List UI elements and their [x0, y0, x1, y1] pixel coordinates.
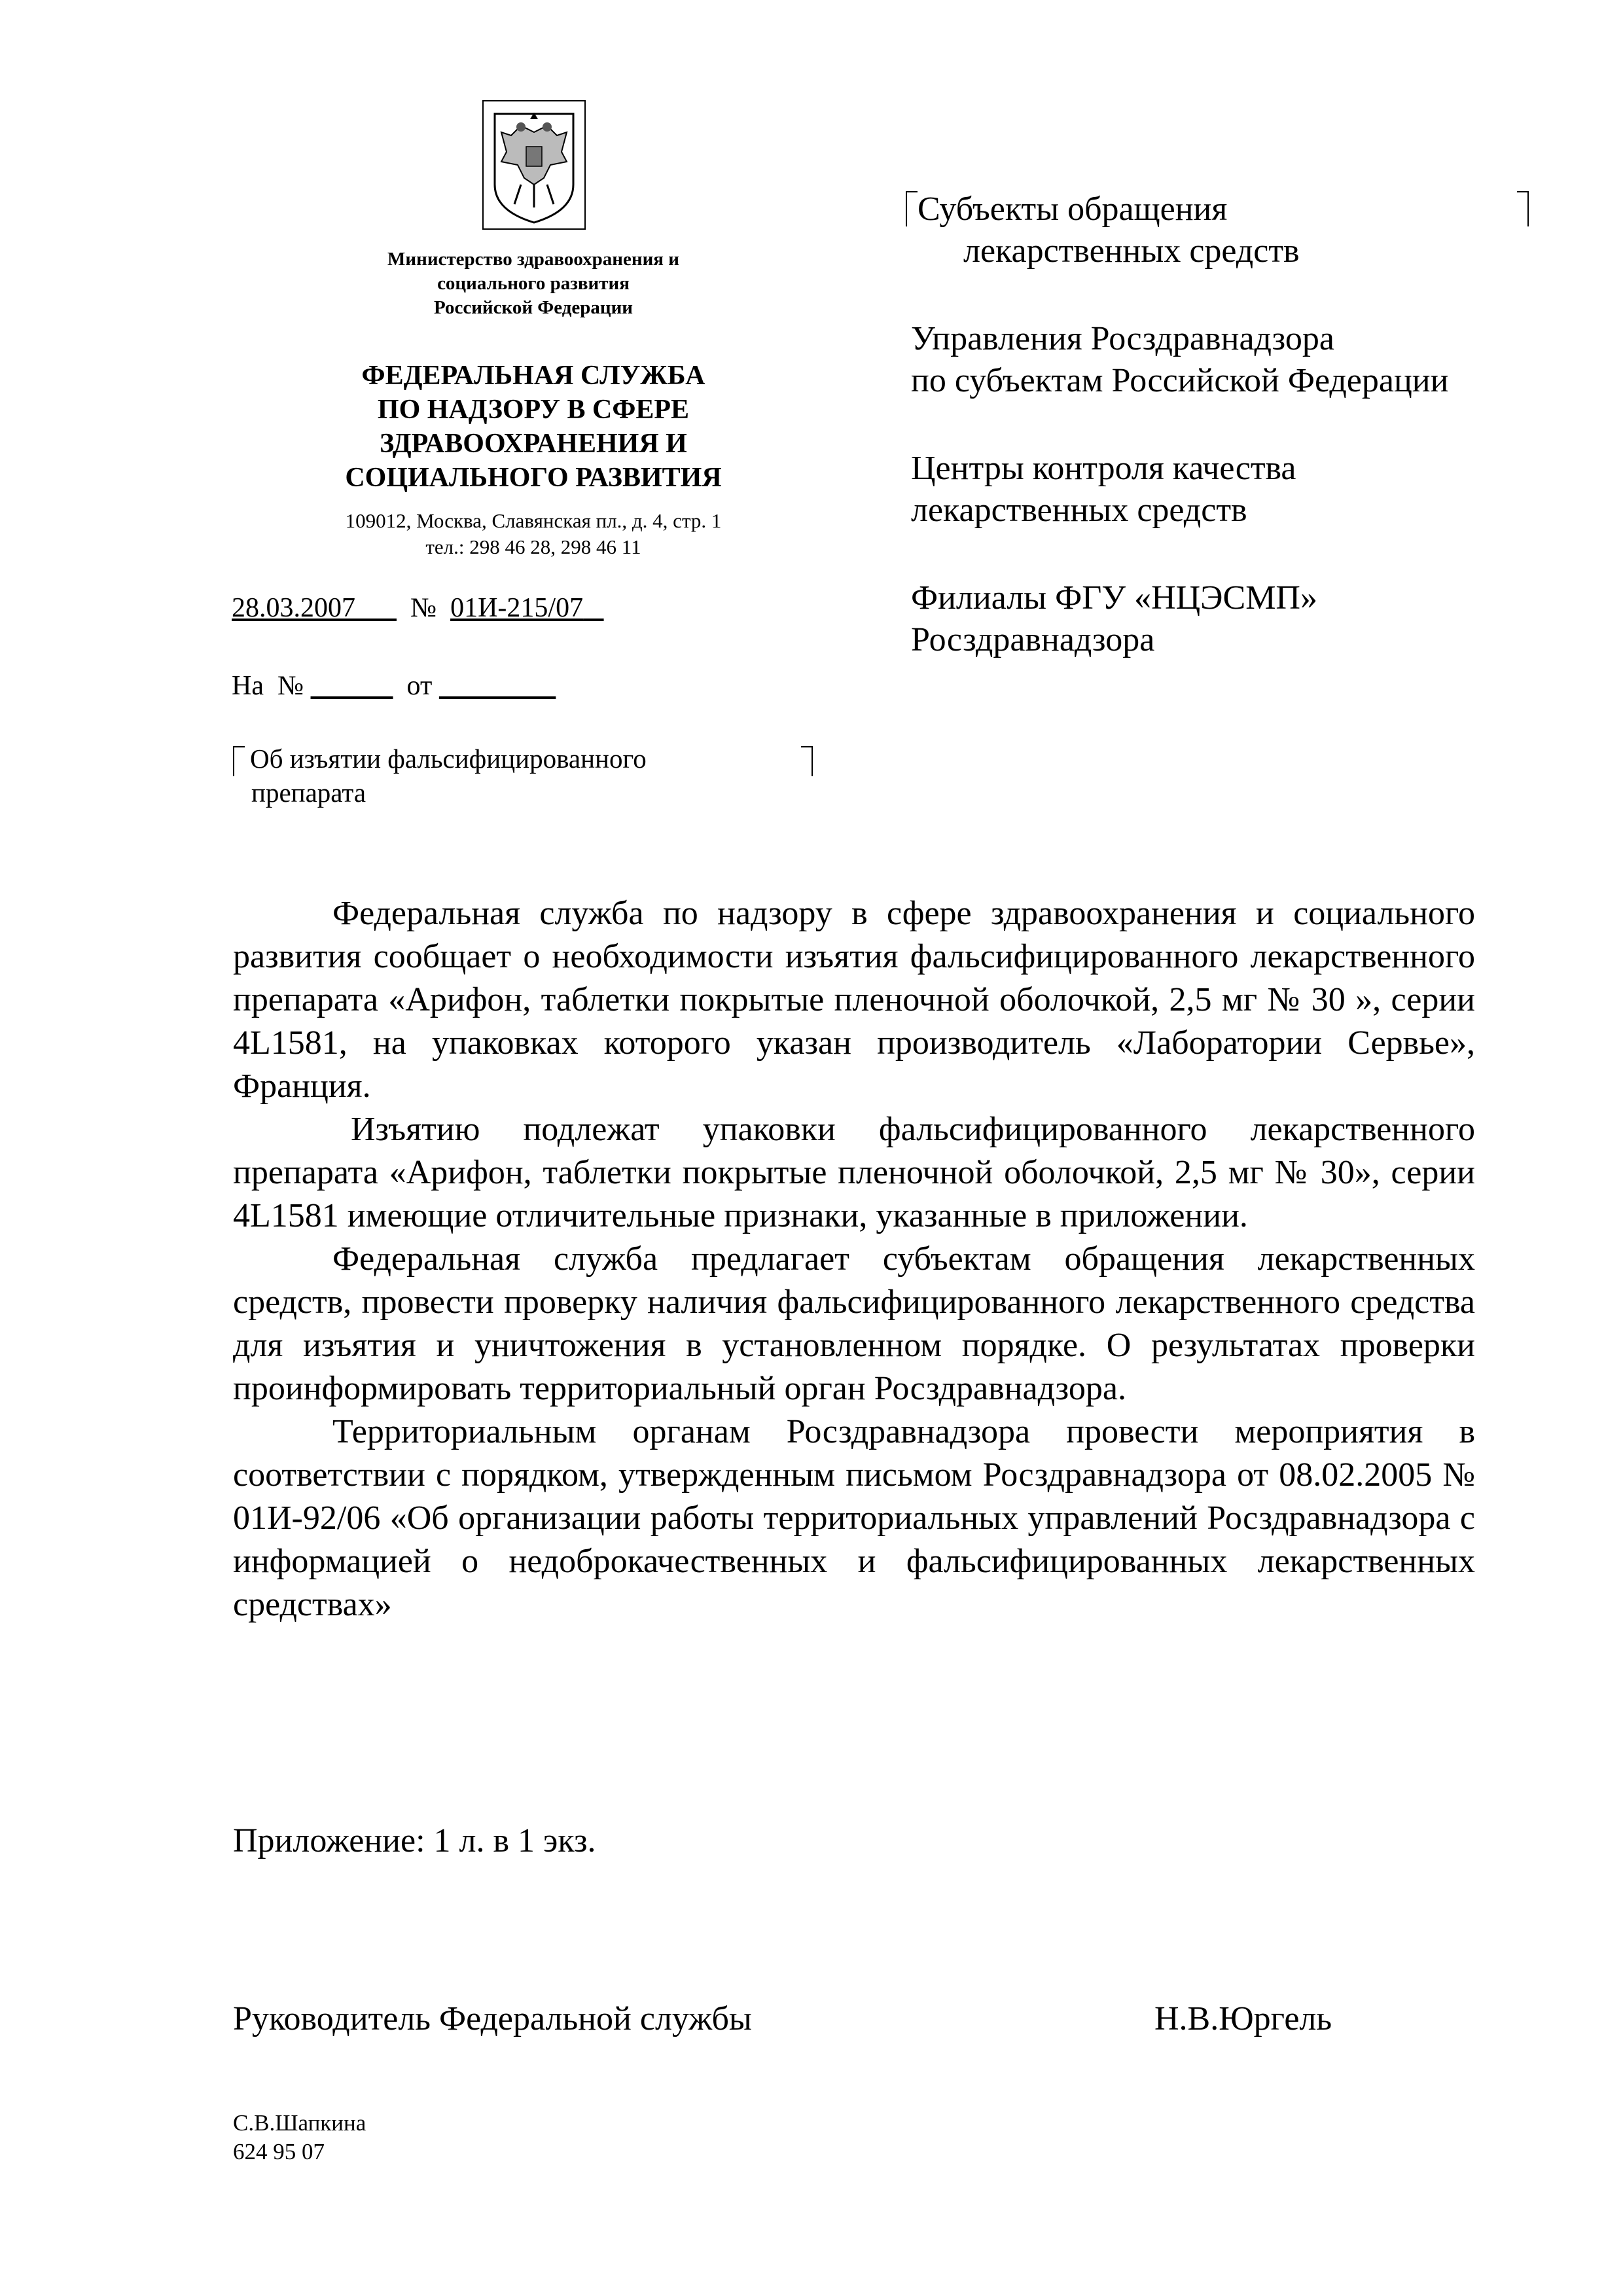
body-paragraph: Изъятию подлежат упаковки фальсифицированного лекарственного препарата «Арифон, таблетки покрытые пленочной оболочкой, 2,5 мг № 30», серии 4L1581 имеющие отличительные признаки, указанные в приложении.	[233, 1111, 1475, 1234]
body-paragraph: Территориальным органам Росздравнадзора провести мероприятия в соответствии с порядком, утвержденным письмом Росздравнадзора от 08.02.2005 № 01И-92/06 «Об организации работы территориальных управлений Росздравнадзора с информацией о недоброкачественных и фальсифицированных лекарственных средствах»	[233, 1413, 1475, 1623]
letter-subject: Об изъятии фальсифицированного препарата	[250, 744, 647, 808]
addressee-item: Центры контроля качества лекарственных средств	[911, 450, 1296, 529]
letter-date: 28.03.2007	[232, 593, 355, 623]
letter-number: 01И-215/07	[450, 593, 584, 623]
signatory-title: Руководитель Федеральной службы	[233, 2000, 752, 2037]
service-address	[288, 508, 779, 560]
registration-line	[232, 591, 604, 625]
executor-phone: 624 95 07	[233, 2139, 325, 2164]
executor-info	[233, 2109, 366, 2166]
reply-reference-line	[232, 669, 556, 703]
body-paragraph: Федеральная служба предлагает субъектам обращения лекарственных средств, провести проверку наличия фальсифицированного лекарственного средства для изъятия и уничтожения в установленном порядке. О результатах проверки проинформировать территориальный орган Росздравнадзора.	[233, 1240, 1475, 1407]
body-paragraph: Федеральная служба по надзору в сфере здравоохранения и социального развития сообщает о необходимости изъятия фальсифицированного лекарственного препарата «Арифон, таблетки покрытые пленочной оболочкой, 2,5 мг № 30 », серии 4L1581, на упаковках которого указан производитель «Лаборатории Сервье», Франция.	[233, 895, 1475, 1105]
phone-line: тел.: 298 46 28, 298 46 11	[425, 535, 641, 558]
addressee-item: Управления Росздравнадзора по субъектам Российской Федерации	[911, 320, 1449, 399]
service-name: ФЕДЕРАЛЬНАЯ СЛУЖБА ПО НАДЗОРУ В СФЕРЕ ЗДРАВООХРАНЕНИЯ И СОЦИАЛЬНОГО РАЗВИТИЯ	[345, 361, 722, 493]
coat-of-arms-emblem	[482, 99, 586, 230]
appendix-note: Приложение: 1 л. в 1 экз.	[233, 1822, 596, 1859]
letter-body	[233, 892, 1475, 1626]
ministry-name: Министерство здравоохранения и социального развития Российской Федерации	[387, 249, 679, 318]
reply-label: На №	[232, 671, 304, 701]
double-headed-eagle-icon	[482, 99, 586, 230]
signatory-name: Н.В.Юргель	[1154, 2000, 1332, 2037]
addressee-item: Филиалы ФГУ «НЦЭСМП» Росздравнадзора	[911, 579, 1317, 658]
addressee-list	[911, 188, 1539, 707]
from-label: от	[406, 671, 433, 701]
addressee-item: Субъекты обращения лекарственных средств	[918, 190, 1300, 270]
executor-name: С.В.Шапкина	[233, 2110, 366, 2136]
address-line: 109012, Москва, Славянская пл., д. 4, стр. 1	[345, 509, 722, 532]
number-label: №	[410, 593, 437, 623]
